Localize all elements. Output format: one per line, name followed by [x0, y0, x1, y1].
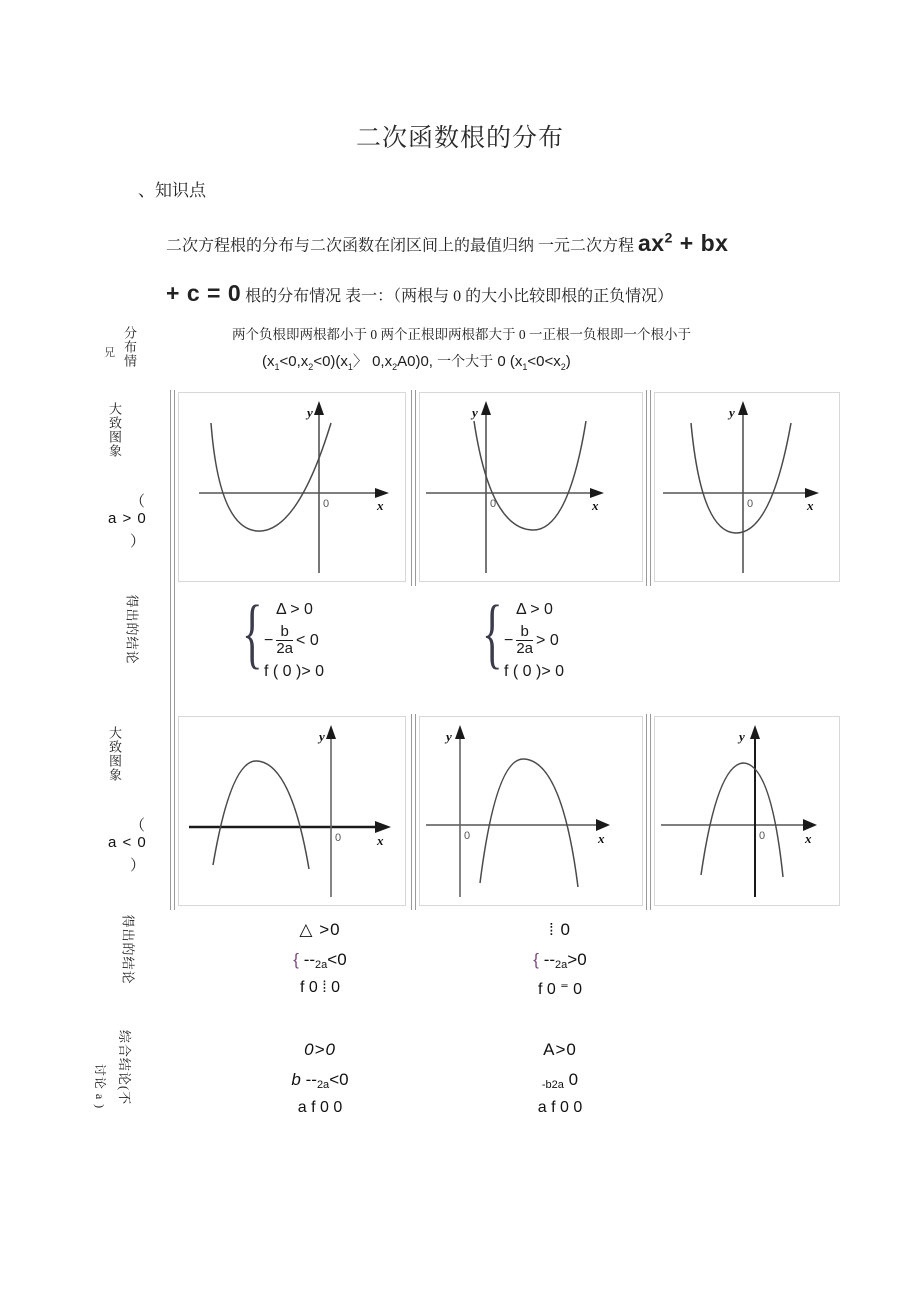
- system-1-brace: {: [242, 589, 263, 676]
- summary-2-den: 2a: [551, 1079, 564, 1091]
- conclusion-row-1-label: [98, 594, 168, 665]
- system-2-brace: {: [482, 589, 503, 676]
- intro-formula-exponent: 2: [664, 229, 673, 245]
- summary-2-bar: -b: [541, 1079, 552, 1091]
- summary-block-1: [240, 1040, 400, 1117]
- column-divider-mid-1b: [415, 390, 416, 586]
- degraded-1-discriminant: △ >0: [299, 920, 341, 939]
- system-2-vertex: [504, 625, 564, 656]
- svg-text:y: y: [307, 405, 313, 420]
- system-1-vertex-sign: −: [264, 631, 274, 649]
- intro-formula-ax: ax: [638, 229, 665, 256]
- row-label-a-positive: [106, 402, 170, 572]
- intro-text-b: 根的分布情况 表一：（两根与 0 的大小比较即根的正负情况）: [241, 287, 674, 305]
- notation-a: (x: [262, 353, 275, 370]
- degraded-2-vertex: [480, 950, 640, 971]
- row-label-neg-paren-open: （: [130, 818, 146, 834]
- svg-text:y: y: [446, 729, 452, 744]
- summary-1-b: b: [291, 1070, 301, 1089]
- system-1-fraction: [276, 625, 293, 656]
- notation-g: <0<x: [527, 353, 561, 370]
- system-1-discriminant: Δ > 0: [276, 600, 313, 618]
- parabola-up-one-negative-one-positive-root-svg: [655, 393, 839, 581]
- svg-text:x: x: [805, 831, 812, 846]
- root-distribution-table: [93, 322, 840, 1152]
- parabola-down-two-positive-roots-svg: [420, 717, 642, 905]
- svg-text:y: y: [739, 729, 745, 744]
- row-label-neg-condition: a < 0: [108, 834, 147, 851]
- system-2-discriminant: Δ > 0: [516, 600, 553, 618]
- header-kong-label: 兄: [104, 347, 115, 359]
- system-1-vertex: [264, 625, 324, 656]
- header-distribution-label-text: 分布情: [122, 326, 137, 368]
- header-roots-notation-line: [204, 348, 844, 381]
- column-divider2-left: [170, 714, 171, 910]
- svg-text:x: x: [377, 498, 384, 513]
- notation-b: <0,x: [279, 353, 309, 370]
- svg-text:y: y: [472, 405, 478, 420]
- intro-line-1: [138, 214, 838, 270]
- conc1-divider-left-2: [174, 586, 175, 714]
- notation-sub-5: 1: [522, 362, 528, 372]
- svg-text:x: x: [592, 498, 599, 513]
- notation-h: ): [565, 353, 571, 370]
- summary-1-den: 2a: [316, 1079, 330, 1091]
- svg-text:y: y: [729, 405, 735, 420]
- parabola-down-one-negative-one-positive-root-svg: [655, 717, 839, 905]
- degraded-2-brace: {: [533, 950, 539, 969]
- graph-cell-down-two-positive: [419, 716, 643, 906]
- parabola-up-two-negative-roots-svg: [179, 393, 405, 581]
- parabola-up-two-positive-roots-svg: [420, 393, 642, 581]
- notation-e: A0)0,: [397, 353, 433, 370]
- system-2-vertex-rel: > 0: [536, 631, 559, 649]
- degraded-1-brace: {: [293, 950, 299, 969]
- conclusion-row-2: [100, 910, 840, 1032]
- svg-text:0: 0: [464, 830, 471, 842]
- column-divider2-left-2: [174, 714, 175, 910]
- graph-row-a-positive: [100, 390, 840, 586]
- column-divider-mid-2: [646, 390, 647, 586]
- notation-sub-2: 2: [308, 362, 314, 372]
- degraded-1-vertex: [240, 950, 400, 971]
- table-header-row: [100, 322, 840, 390]
- column-divider2-mid-1: [411, 714, 412, 910]
- intro-text-a: 二次方程根的分布与二次函数在闭区间上的最值归纳 一元二次方程: [166, 237, 639, 255]
- graph-cell-down-mixed-roots: [654, 716, 840, 906]
- degraded-2-bar: --: [543, 950, 556, 969]
- header-text-cell: [204, 322, 844, 381]
- degraded-2-den: 2a: [555, 959, 568, 971]
- system-2-vertex-sign: −: [504, 631, 514, 649]
- notation-cn: 一个大于: [437, 355, 494, 370]
- notation-f: 0 (x: [497, 353, 523, 370]
- degraded-2-rel: >0: [567, 950, 587, 969]
- summary-2-discriminant: A>0: [543, 1040, 577, 1059]
- header-row-label-cell: [100, 322, 166, 390]
- section-marker: [138, 168, 838, 214]
- degraded-2-f0: f 0 ⁼ 0: [537, 981, 583, 998]
- page-title: 二次函数根的分布: [355, 125, 564, 152]
- row-label-a-positive-text: 大致图象: [107, 402, 122, 458]
- intro-line-2: [138, 270, 838, 320]
- intro-formula-bx: + bx: [672, 229, 729, 256]
- conclusion-row-2-label: [94, 914, 164, 985]
- row-label-paren-open: （: [130, 494, 146, 510]
- graph-cell-up-two-negative: [178, 392, 406, 582]
- notation-sub-6: 2: [560, 362, 566, 372]
- conc1-divider-left: [170, 586, 171, 714]
- graph-cell-up-two-positive: [419, 392, 643, 582]
- svg-text:x: x: [807, 498, 814, 513]
- summary-1-bar: --: [305, 1070, 317, 1089]
- intro-formula-c0: + c = 0: [166, 279, 242, 306]
- summary-row-label-sub-text: 讨论 a ): [93, 1063, 108, 1110]
- svg-text:x: x: [377, 833, 384, 848]
- conclusion-row-2-label-text: 得出的结论: [120, 914, 136, 985]
- parabola-down-two-negative-roots-svg: [179, 717, 405, 905]
- section-marker-text: 、知识点: [138, 181, 206, 200]
- row-label-paren-close: ）: [130, 534, 146, 550]
- notation-sub-4: 2: [392, 362, 398, 372]
- notation-c: <0)(x: [313, 353, 348, 370]
- column-divider2-mid-2: [646, 714, 647, 910]
- svg-text:0: 0: [335, 832, 342, 844]
- column-divider2-mid-1b: [415, 714, 416, 910]
- system-2-frac-den: 2a: [516, 640, 534, 657]
- system-1-frac-num: b: [280, 623, 289, 640]
- system-2-frac-num: b: [520, 623, 529, 640]
- conclusion-row-1-label-text: 得出的结论: [124, 594, 140, 665]
- system-1-vertex-rel: < 0: [296, 631, 319, 649]
- row-label-a-negative: [106, 726, 170, 896]
- conclusion-row-1: [100, 586, 840, 714]
- svg-text:0: 0: [747, 498, 754, 510]
- svg-text:0: 0: [490, 498, 497, 510]
- header-conditions-line: 两个负根即两根都小于 0 两个正根即两根都大于 0 一正根一负根即一个根小于: [232, 327, 691, 342]
- svg-text:0: 0: [759, 830, 766, 842]
- summary-block-2: [480, 1040, 640, 1117]
- degraded-system-1: [240, 920, 400, 997]
- system-1-frac-den: 2a: [276, 640, 294, 657]
- summary-2-af0: a f 0 0: [537, 1099, 583, 1116]
- column-divider-left-2: [174, 390, 175, 586]
- degraded-2-discriminant: ⁞ 0: [549, 920, 571, 939]
- system-1-rows: [264, 594, 324, 687]
- column-divider-mid-1: [411, 390, 412, 586]
- system-1-f0: f ( 0 )> 0: [264, 662, 325, 680]
- intro-formula-ax2: [638, 230, 728, 256]
- column-divider-left: [170, 390, 171, 586]
- graph-row-a-negative: [100, 714, 840, 910]
- notation-sub-3: 1: [347, 362, 353, 372]
- row-label-a-negative-text: 大致图象: [107, 726, 122, 782]
- column-divider2-mid-2b: [650, 714, 651, 910]
- summary-1-discriminant: 0>0: [304, 1040, 336, 1059]
- degraded-1-rel: <0: [327, 950, 347, 969]
- degraded-1-f0: f 0 ⁞ 0: [299, 979, 341, 996]
- graph-cell-down-two-negative: [178, 716, 406, 906]
- svg-text:y: y: [319, 729, 325, 744]
- graph-cell-up-mixed-roots: [654, 392, 840, 582]
- summary-1-rel: <0: [329, 1070, 349, 1089]
- system-2-rows: [504, 594, 564, 687]
- column-divider-mid-2b: [650, 390, 651, 586]
- degraded-system-2: [480, 920, 640, 999]
- degraded-1-bar: --: [303, 950, 316, 969]
- notation-sub-1: 1: [274, 362, 280, 372]
- summary-1-af0: a f 0 0: [297, 1099, 343, 1116]
- summary-1-vertex: [240, 1070, 400, 1091]
- notation-d: 〉 0,x: [352, 353, 393, 370]
- summary-row: [93, 1029, 840, 1152]
- svg-text:0: 0: [323, 498, 330, 510]
- header-distribution-label: [122, 326, 137, 386]
- summary-2-rel: 0: [568, 1070, 579, 1089]
- system-2-fraction: [516, 625, 533, 656]
- intro-block: [138, 168, 838, 320]
- summary-2-vertex: [480, 1070, 640, 1091]
- row-label-neg-paren-close: ）: [130, 858, 146, 874]
- degraded-1-den: 2a: [315, 959, 328, 971]
- row-label-condition: a > 0: [108, 510, 147, 527]
- system-2-f0: f ( 0 )> 0: [504, 662, 565, 680]
- svg-text:x: x: [598, 831, 605, 846]
- summary-row-label-main-text: 综合结论(不: [117, 1029, 133, 1106]
